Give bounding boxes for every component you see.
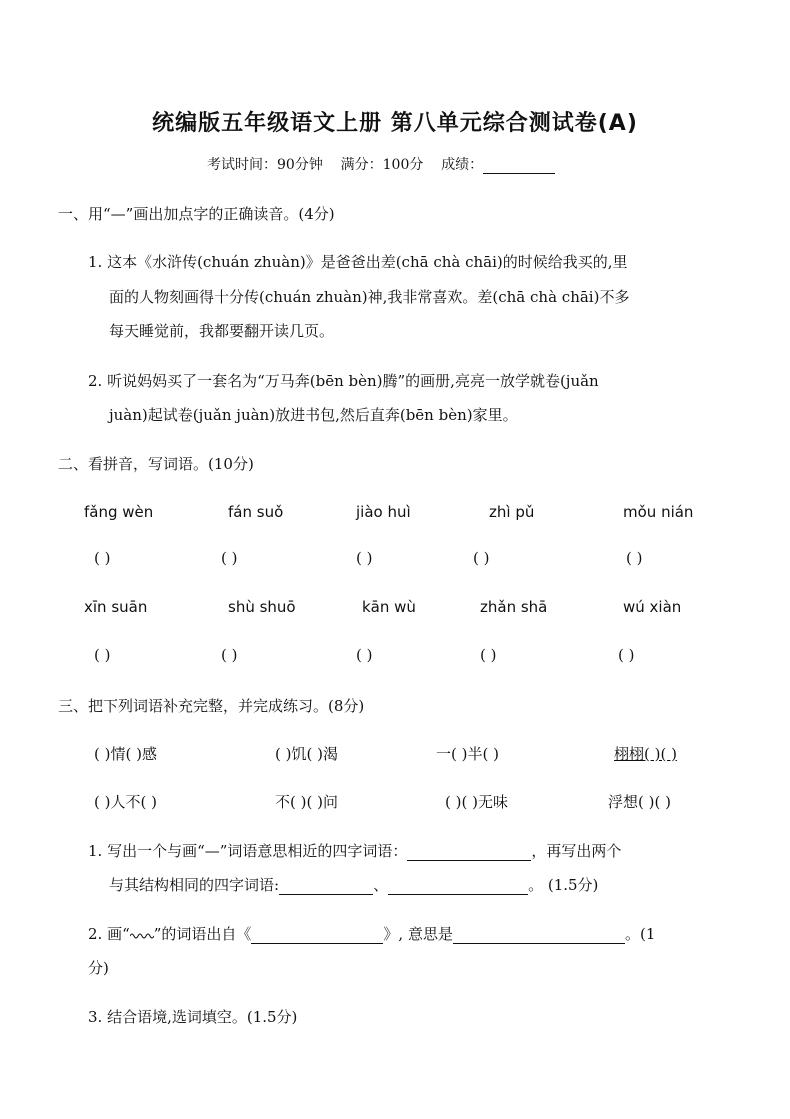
- exam-result-label: 成绩：: [441, 157, 484, 173]
- pinyin-item: fán suǒ: [228, 503, 284, 521]
- answer-blank[interactable]: ( ): [626, 549, 643, 567]
- answer-blank[interactable]: ( ): [221, 549, 238, 567]
- pinyin-item: zhì pǔ: [489, 503, 535, 521]
- exam-time: 考试时间：90分钟: [207, 157, 323, 173]
- exam-meta: [207, 154, 555, 174]
- s3-q1-line1: 1. 写出一个与画“—”词语意思相近的四字词语： ，再写出两个: [88, 842, 622, 860]
- s1-q2-line2: juàn)起试卷(juǎn juàn)放进书包,然后直奔(bēn bèn)家里。: [109, 406, 518, 424]
- s3-q3: 3. 结合语境,选词填空。(1.5分): [88, 1008, 298, 1026]
- idiom-item[interactable]: ( )饥( )渴: [275, 745, 338, 763]
- answer-blank[interactable]: ( ): [356, 549, 373, 567]
- s1-q1-line1: 1. 这本《水浒传(chuán zhuàn)》是爸爸出差(chā chà chāi)的时候给我买的,里: [88, 253, 628, 271]
- answer-blank[interactable]: ( ): [221, 646, 238, 664]
- s1-q1-line3: 每天睡觉前，我都要翻开读几页。: [109, 322, 335, 340]
- idiom-item[interactable]: ( )( )无味: [445, 793, 508, 811]
- pinyin-item: mǒu nián: [623, 503, 694, 521]
- pinyin-item: jiào huì: [356, 503, 411, 521]
- s1-q2-line1: 2. 听说妈妈买了一套名为“万马奔(bēn bèn)腾”的画册,亮亮一放学就卷(juǎn: [88, 372, 599, 390]
- pinyin-item: kān wù: [362, 598, 416, 616]
- answer-line[interactable]: [251, 927, 383, 944]
- s3-q1-line2: 与其结构相同的四字词语: 、 。 (1.5分): [109, 876, 599, 894]
- exam-full-score: 满分：100分: [340, 157, 424, 173]
- idiom-item[interactable]: ( )情( )感: [94, 745, 157, 763]
- s3-q2-line1: 2. 画“ ”的词语出自《 》, 意思是 。(1: [88, 925, 656, 943]
- pinyin-item: xīn suān: [84, 598, 148, 616]
- section-2-heading: 二、看拼音，写词语。(10分): [58, 455, 254, 473]
- section-1-heading: 一、用“—”画出加点字的正确读音。(4分): [58, 205, 335, 223]
- idiom-item[interactable]: 一( )半( ): [436, 745, 499, 763]
- answer-blank[interactable]: ( ): [618, 646, 635, 664]
- answer-blank[interactable]: ( ): [356, 646, 373, 664]
- pinyin-item: shù shuō: [228, 598, 296, 616]
- wavy-underline-icon: [130, 931, 154, 939]
- pinyin-item: wú xiàn: [623, 598, 682, 616]
- s3-q2-line2: 分): [88, 959, 109, 977]
- s1-q1-line2: 面的人物刻画得十分传(chuán zhuàn)神,我非常喜欢。差(chā chà chāi)不多: [109, 288, 630, 306]
- section-3-heading: 三、把下列词语补充完整，并完成练习。(8分): [58, 697, 365, 715]
- answer-line[interactable]: [407, 844, 531, 861]
- idiom-item[interactable]: 浮想( )( ): [608, 793, 671, 811]
- answer-blank[interactable]: ( ): [480, 646, 497, 664]
- idiom-item[interactable]: ( )人不( ): [94, 793, 157, 811]
- page-title: 统编版五年级语文上册 第八单元综合测试卷(A): [152, 111, 638, 136]
- answer-blank[interactable]: ( ): [94, 549, 111, 567]
- pinyin-item: zhǎn shā: [480, 598, 548, 616]
- answer-line[interactable]: [388, 878, 528, 895]
- answer-line[interactable]: [453, 927, 625, 944]
- answer-blank[interactable]: ( ): [473, 549, 490, 567]
- result-blank[interactable]: [483, 159, 555, 174]
- answer-blank[interactable]: ( ): [94, 646, 111, 664]
- idiom-item[interactable]: 不( )( )问: [275, 793, 338, 811]
- answer-line[interactable]: [279, 878, 373, 895]
- pinyin-item: fǎng wèn: [84, 503, 154, 521]
- idiom-item-underlined[interactable]: 栩栩( )( ): [614, 745, 677, 763]
